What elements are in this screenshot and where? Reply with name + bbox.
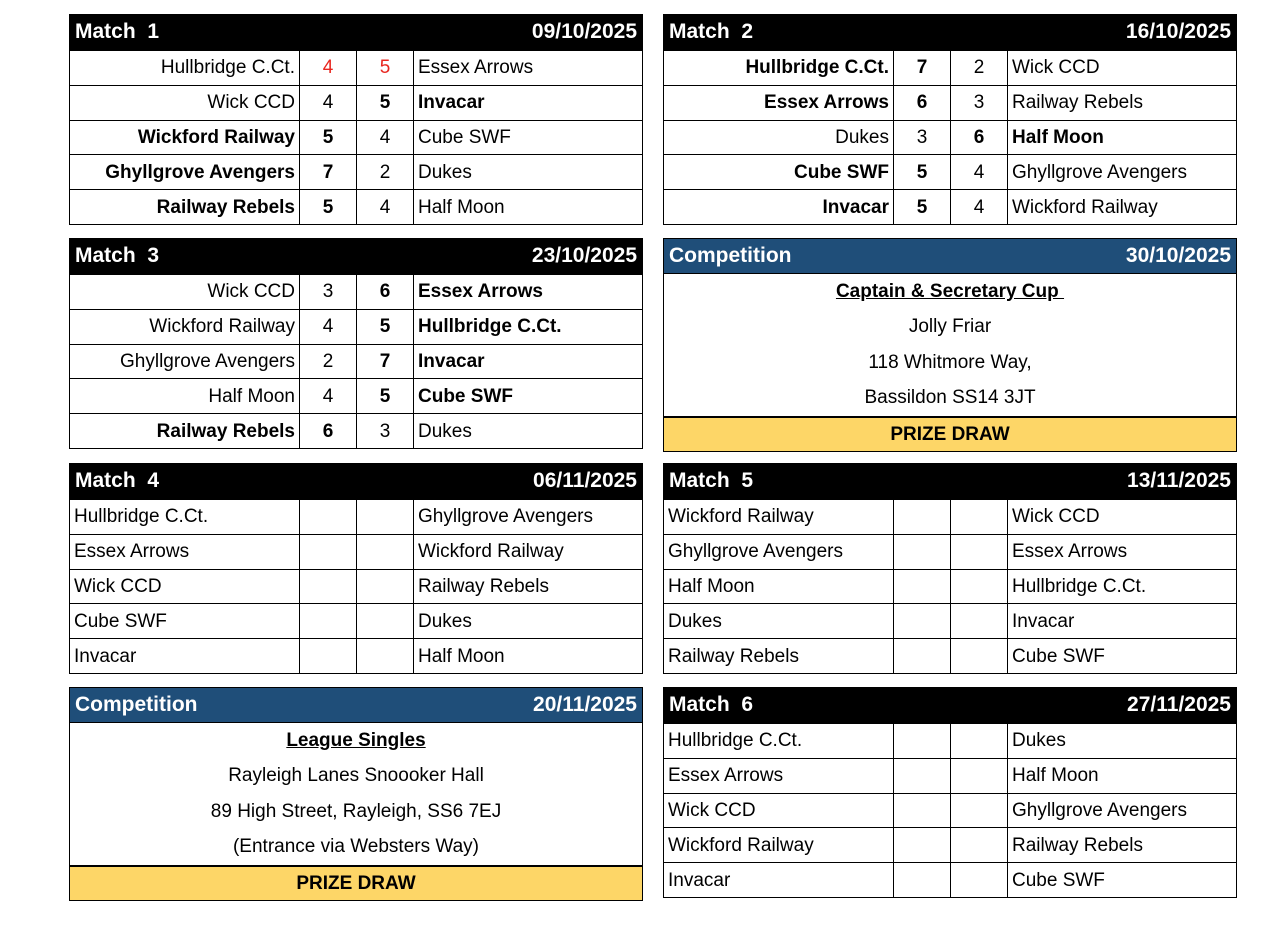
home-score xyxy=(300,639,357,674)
home-score xyxy=(894,758,951,793)
home-team: Invacar xyxy=(664,863,894,898)
away-team: Half Moon xyxy=(414,639,643,674)
match-6-fixtures-table xyxy=(663,723,1237,898)
table-row xyxy=(70,500,643,535)
table-row xyxy=(664,500,1237,535)
table-row xyxy=(664,724,1237,759)
table-row xyxy=(70,534,643,569)
table-row xyxy=(664,155,1237,190)
away-team: Ghyllgrove Avengers xyxy=(1008,155,1237,190)
home-team: Ghyllgrove Avengers xyxy=(70,155,300,190)
table-row xyxy=(664,51,1237,86)
table-row xyxy=(664,863,1237,898)
competition-title: Competition xyxy=(669,244,792,267)
match-1-header xyxy=(69,14,643,50)
table-row xyxy=(664,190,1237,225)
home-score xyxy=(894,534,951,569)
away-score xyxy=(951,724,1008,759)
table-row xyxy=(70,414,643,449)
home-team: Railway Rebels xyxy=(664,639,894,674)
table-row xyxy=(664,534,1237,569)
competition-2-details xyxy=(69,723,643,866)
match-title: Match 6 xyxy=(669,693,754,716)
home-score: 4 xyxy=(300,309,357,344)
match-2-panel xyxy=(663,14,1237,225)
away-score xyxy=(951,758,1008,793)
home-score: 4 xyxy=(300,85,357,120)
home-score: 5 xyxy=(894,155,951,190)
away-score: 3 xyxy=(357,414,414,449)
away-team: Hullbridge C.Ct. xyxy=(1008,569,1237,604)
away-team: Half Moon xyxy=(414,190,643,225)
home-team: Ghyllgrove Avengers xyxy=(664,534,894,569)
home-team: Dukes xyxy=(664,120,894,155)
away-team: Cube SWF xyxy=(1008,639,1237,674)
match-date: 09/10/2025 xyxy=(531,20,637,43)
venue-address-line: Bassildon SS14 3JT xyxy=(864,387,1036,409)
prize-draw-banner: PRIZE DRAW xyxy=(69,866,643,901)
home-score: 6 xyxy=(894,85,951,120)
home-team: Hullbridge C.Ct. xyxy=(70,51,300,86)
away-score xyxy=(951,534,1008,569)
away-team: Invacar xyxy=(1008,604,1237,639)
away-score: 4 xyxy=(357,190,414,225)
table-row xyxy=(664,569,1237,604)
table-row xyxy=(664,604,1237,639)
table-row xyxy=(70,604,643,639)
table-row xyxy=(664,793,1237,828)
home-score xyxy=(894,828,951,863)
away-team: Wick CCD xyxy=(1008,500,1237,535)
venue-entrance-note: (Entrance via Websters Way) xyxy=(232,836,480,858)
home-team: Half Moon xyxy=(664,569,894,604)
home-score: 3 xyxy=(894,120,951,155)
away-team: Essex Arrows xyxy=(414,275,643,310)
home-team: Railway Rebels xyxy=(70,414,300,449)
away-score: 3 xyxy=(951,85,1008,120)
home-score xyxy=(894,500,951,535)
competition-date: 20/11/2025 xyxy=(533,693,637,716)
table-row xyxy=(664,758,1237,793)
match-title: Match 3 xyxy=(75,244,160,267)
away-score xyxy=(951,863,1008,898)
home-score xyxy=(894,863,951,898)
away-team: Invacar xyxy=(414,344,643,379)
table-row xyxy=(664,828,1237,863)
home-team: Wick CCD xyxy=(70,275,300,310)
away-team: Half Moon xyxy=(1008,120,1237,155)
home-team: Cube SWF xyxy=(664,155,894,190)
away-team: Railway Rebels xyxy=(414,569,643,604)
match-5-panel xyxy=(663,463,1237,674)
away-team: Wickford Railway xyxy=(414,534,643,569)
competition-1-header xyxy=(663,238,1237,274)
home-score xyxy=(894,604,951,639)
away-score: 5 xyxy=(357,51,414,86)
home-score: 7 xyxy=(300,155,357,190)
away-team: Essex Arrows xyxy=(414,51,643,86)
home-score: 3 xyxy=(300,275,357,310)
home-team: Hullbridge C.Ct. xyxy=(70,500,300,535)
away-score xyxy=(951,604,1008,639)
match-title: Match 4 xyxy=(75,469,160,492)
away-team: Dukes xyxy=(414,604,643,639)
away-score: 4 xyxy=(951,155,1008,190)
match-title: Match 1 xyxy=(75,20,160,43)
competition-date: 30/10/2025 xyxy=(1125,244,1231,267)
home-score xyxy=(300,604,357,639)
home-score xyxy=(300,534,357,569)
away-team: Railway Rebels xyxy=(1008,828,1237,863)
competition-1-details xyxy=(663,274,1237,417)
away-score: 4 xyxy=(951,190,1008,225)
home-score xyxy=(894,639,951,674)
home-score: 7 xyxy=(894,51,951,86)
match-4-fixtures-table xyxy=(69,499,643,674)
home-team: Wickford Railway xyxy=(70,309,300,344)
match-1-results-table xyxy=(69,50,643,225)
away-score xyxy=(357,534,414,569)
away-score xyxy=(357,639,414,674)
away-team: Hullbridge C.Ct. xyxy=(414,309,643,344)
away-score xyxy=(951,500,1008,535)
match-3-results-table xyxy=(69,274,643,449)
table-row xyxy=(70,344,643,379)
match-5-fixtures-table xyxy=(663,499,1237,674)
table-row xyxy=(70,120,643,155)
match-date: 06/11/2025 xyxy=(533,469,637,492)
match-3-panel xyxy=(69,238,643,449)
match-1-panel xyxy=(69,14,643,225)
match-4-panel xyxy=(69,463,643,674)
home-team: Hullbridge C.Ct. xyxy=(664,724,894,759)
home-team: Wick CCD xyxy=(70,569,300,604)
away-team: Railway Rebels xyxy=(1008,85,1237,120)
home-team: Wick CCD xyxy=(664,793,894,828)
table-row xyxy=(70,309,643,344)
home-team: Dukes xyxy=(664,604,894,639)
competition-2-header xyxy=(69,687,643,723)
competition-1-panel xyxy=(663,238,1237,452)
home-score: 6 xyxy=(300,414,357,449)
away-score: 5 xyxy=(357,85,414,120)
home-score: 5 xyxy=(300,120,357,155)
home-team: Wickford Railway xyxy=(70,120,300,155)
match-date: 13/11/2025 xyxy=(1127,469,1231,492)
home-team: Wickford Railway xyxy=(664,828,894,863)
home-team: Hullbridge C.Ct. xyxy=(664,51,894,86)
home-team: Wick CCD xyxy=(70,85,300,120)
away-team: Wick CCD xyxy=(1008,51,1237,86)
match-5-header xyxy=(663,463,1237,499)
away-team: Invacar xyxy=(414,85,643,120)
match-6-header xyxy=(663,687,1237,723)
away-team: Essex Arrows xyxy=(1008,534,1237,569)
competition-name: League Singles xyxy=(286,729,426,751)
home-score: 5 xyxy=(894,190,951,225)
home-team: Essex Arrows xyxy=(664,758,894,793)
away-score xyxy=(357,500,414,535)
away-team: Dukes xyxy=(414,155,643,190)
home-score xyxy=(894,793,951,828)
match-6-panel xyxy=(663,687,1237,898)
match-date: 23/10/2025 xyxy=(531,244,637,267)
away-score: 6 xyxy=(357,275,414,310)
home-team: Essex Arrows xyxy=(70,534,300,569)
home-team: Railway Rebels xyxy=(70,190,300,225)
match-3-header xyxy=(69,238,643,274)
table-row xyxy=(70,275,643,310)
match-date: 16/10/2025 xyxy=(1125,20,1231,43)
table-row xyxy=(70,155,643,190)
match-date: 27/11/2025 xyxy=(1127,693,1231,716)
competition-name: Captain & Secretary Cup xyxy=(835,280,1065,302)
home-team: Half Moon xyxy=(70,379,300,414)
table-row xyxy=(70,190,643,225)
away-score: 2 xyxy=(357,155,414,190)
away-score: 4 xyxy=(357,120,414,155)
away-team: Cube SWF xyxy=(1008,863,1237,898)
away-score xyxy=(951,793,1008,828)
table-row xyxy=(70,639,643,674)
home-score xyxy=(300,500,357,535)
home-team: Ghyllgrove Avengers xyxy=(70,344,300,379)
away-team: Ghyllgrove Avengers xyxy=(1008,793,1237,828)
home-team: Invacar xyxy=(664,190,894,225)
away-team: Cube SWF xyxy=(414,379,643,414)
home-team: Wickford Railway xyxy=(664,500,894,535)
table-row xyxy=(70,51,643,86)
venue-address-line: 89 High Street, Rayleigh, SS6 7EJ xyxy=(210,800,502,822)
home-score: 2 xyxy=(300,344,357,379)
away-team: Dukes xyxy=(1008,724,1237,759)
match-2-results-table xyxy=(663,50,1237,225)
away-team: Cube SWF xyxy=(414,120,643,155)
away-team: Half Moon xyxy=(1008,758,1237,793)
away-score: 2 xyxy=(951,51,1008,86)
home-team: Invacar xyxy=(70,639,300,674)
competition-2-panel xyxy=(69,687,643,901)
table-row xyxy=(664,120,1237,155)
away-score xyxy=(951,569,1008,604)
home-score xyxy=(300,569,357,604)
table-row xyxy=(70,379,643,414)
away-score: 7 xyxy=(357,344,414,379)
table-row xyxy=(70,569,643,604)
home-team: Cube SWF xyxy=(70,604,300,639)
home-score: 4 xyxy=(300,379,357,414)
competition-title: Competition xyxy=(75,693,198,716)
table-row xyxy=(664,639,1237,674)
away-score: 5 xyxy=(357,379,414,414)
away-score: 5 xyxy=(357,309,414,344)
home-score: 5 xyxy=(300,190,357,225)
venue-address-line: 118 Whitmore Way, xyxy=(868,351,1032,373)
away-score xyxy=(951,828,1008,863)
home-team: Essex Arrows xyxy=(664,85,894,120)
home-score: 4 xyxy=(300,51,357,86)
match-title: Match 2 xyxy=(669,20,754,43)
venue-name: Rayleigh Lanes Snoooker Hall xyxy=(228,765,484,787)
away-score xyxy=(357,604,414,639)
venue-name: Jolly Friar xyxy=(908,316,992,338)
away-team: Wickford Railway xyxy=(1008,190,1237,225)
match-title: Match 5 xyxy=(669,469,754,492)
home-score xyxy=(894,724,951,759)
home-score xyxy=(894,569,951,604)
away-team: Ghyllgrove Avengers xyxy=(414,500,643,535)
table-row xyxy=(664,85,1237,120)
away-score xyxy=(951,639,1008,674)
match-4-header xyxy=(69,463,643,499)
away-score: 6 xyxy=(951,120,1008,155)
match-2-header xyxy=(663,14,1237,50)
table-row xyxy=(70,85,643,120)
away-score xyxy=(357,569,414,604)
prize-draw-banner: PRIZE DRAW xyxy=(663,417,1237,452)
away-team: Dukes xyxy=(414,414,643,449)
